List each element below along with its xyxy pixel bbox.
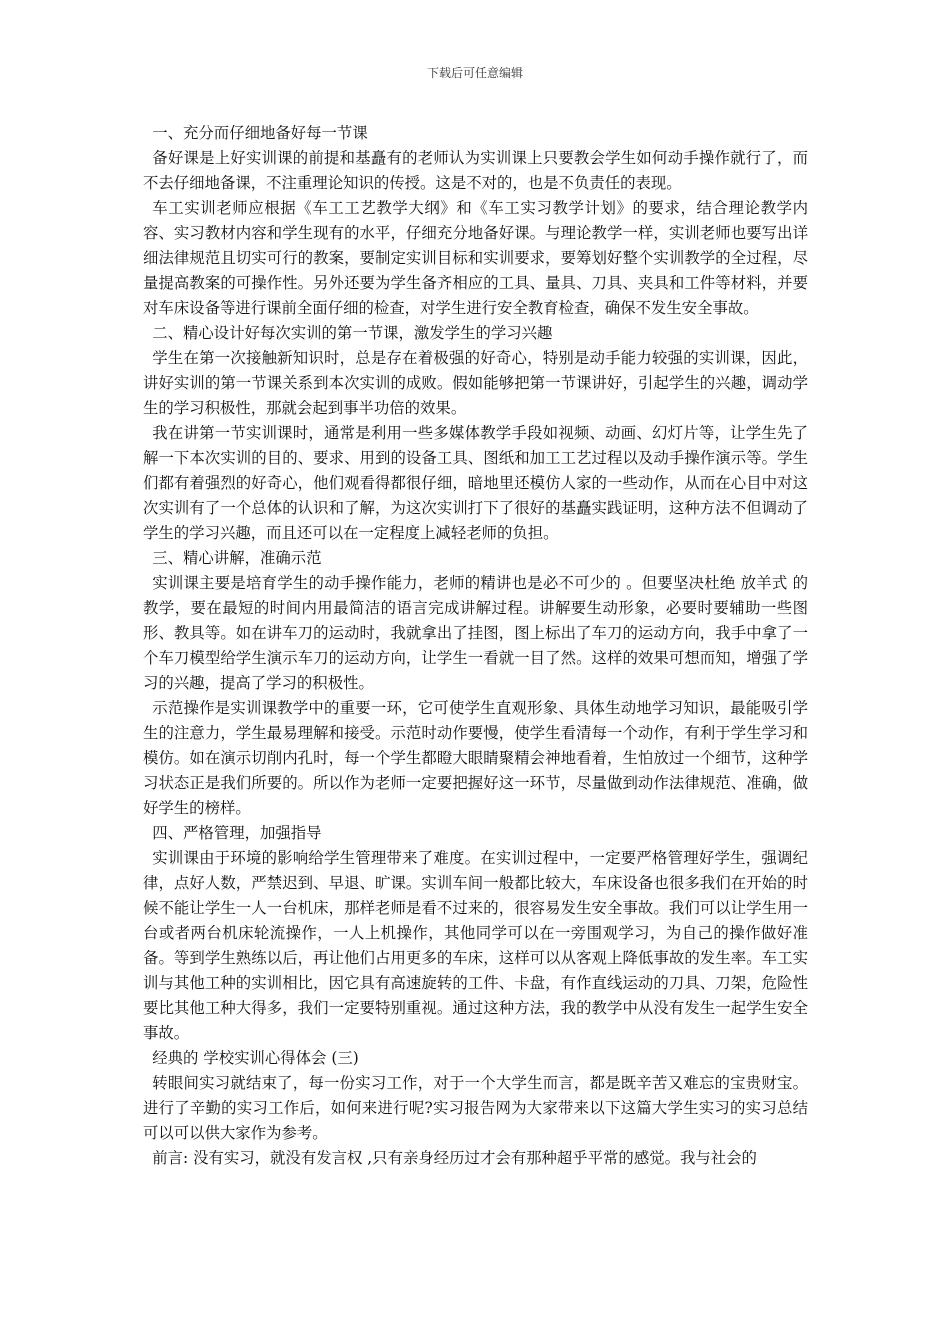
document-body xyxy=(143,121,808,1171)
paragraph: 示范操作是实训课教学中的重要一环，它可使学生直观形象、具体生动地学习知识，最能吸引学生的注意力，学生最易理解和接受。示范时动作要慢，使学生看清每一个动作，有利于学生学习和模仿。如在演示切削内孔时，每一个学生都瞪大眼睛聚精会神地看着，生怕放过一个细节，这种学习状态正是我们所要的。所以作为老师一定要把握好这一环节，尽量做到动作法律规范、准确，做好学生的榜样。 xyxy=(143,699,808,817)
paragraph: 车工实训老师应根据《车工工艺教学大纲》和《车工实习教学计划》的要求，结合理论教学内容、实习教材内容和学生现有的水平，仔细充分地备好课。与理论教学一样，实训老师也要写出详细法律规范且切实可行的教案，要制定实训目标和实训要求，要筹划好整个实训教学的全过程，尽量提高教案的可操作性。另外还要为学生备齐相应的工具、量具、刀具、夹具和工件等材料，并要对车床设备等进行课前全面仔细的检查，对学生进行安全教育检查，确保不发生安全事故。 xyxy=(143,199,808,317)
paragraph: 实训课由于环境的影响给学生管理带来了难度。在实训过程中，一定要严格管理好学生，强调纪律，点好人数，严禁迟到、早退、旷课。实训车间一般都比较大，车床设备也很多我们在开始的时候不能让学生一人一台机床，那样老师是看不过来的，很容易发生安全事故。我们可以让学生用一台或者两台机床轮流操作，一人上机操作，其他同学可以在一旁围观学习，为自己的操作做好准备。等到学生熟练以后，再让他们占用更多的车床，这样可以从客观上降低事故的发生率。车工实训与其他工种的实训相比，因它具有高速旋转的工件、卡盘，有作直线运动的刀具、刀架，危险性要比其他工种大得多，我们一定要特别重视。通过这种方法，我的教学中从没有发生一起学生安全事故。 xyxy=(143,849,808,1042)
section-title: 经典的 学校实训心得体会 (三) xyxy=(152,1049,359,1067)
paragraph: 备好课是上好实训课的前提和基矗有的老师认为实训课上只要教会学生如何动手操作就行了，而不去仔细地备课，不注重理论知识的传授。这是不对的，也是不负责任的表现。 xyxy=(143,149,808,192)
heading-1: 一、充分而仔细地备好每一节课 xyxy=(152,124,368,142)
paragraph: 学生在第一次接触新知识时，总是存在着极强的好奇心，特别是动手能力较强的实训课，因此，讲好实训的第一节课关系到本次实训的成败。假如能够把第一节课讲好，引起学生的兴趣，调动学生的学习积极性，那就会起到事半功倍的效果。 xyxy=(143,349,808,417)
paragraph: 实训课主要是培育学生的动手操作能力，老师的精讲也是必不可少的 。但要坚决杜绝 放羊式 的教学，要在最短的时间内用最简洁的语言完成讲解过程。讲解要生动形象，必要时要辅助一些图形、教具等。如在讲车刀的运动时，我就拿出了挂图，图上标出了车刀的运动方向，我手中拿了一个车刀模型给学生演示车刀的运动方向，让学生一看就一目了然。这样的效果可想而知，增强了学习的兴趣，提高了学习的积极性。 xyxy=(143,574,808,692)
paragraph: 前言: 没有实习，就没有发言权 ,只有亲身经历过才会有那种超乎平常的感觉。我与社会的 xyxy=(152,1149,757,1167)
heading-2: 二、精心设计好每次实训的第一节课，激发学生的学习兴趣 xyxy=(152,324,553,342)
page-header: 下载后可任意编辑 xyxy=(426,66,523,80)
paragraph: 转眼间实习就结束了，每一份实习工作，对于一个大学生而言，都是既辛苦又难忘的宝贵财宝。进行了辛勤的实习工作后，如何来进行呢?实习报告网为大家带来以下这篇大学生实习的实习总结可以可以供大家作为参考。 xyxy=(143,1074,808,1142)
heading-4: 四、严格管理，加强指导 xyxy=(152,824,322,842)
paragraph: 我在讲第一节实训课时，通常是利用一些多媒体教学手段如视频、动画、幻灯片等，让学生先了解一下本次实训的目的、要求、用到的设备工具、图纸和加工工艺过程以及动手操作演示等。学生们都有着强烈的好奇心，他们观看得都很仔细，暗地里还模仿人家的一些动作，从而在心目中对这次实训有了一个总体的认识和了解，为这次实训打下了很好的基矗实践证明，这种方法不但调动了学生的学习兴趣，而且还可以在一定程度上减轻老师的负担。 xyxy=(143,424,808,542)
heading-3: 三、精心讲解，准确示范 xyxy=(152,549,322,567)
